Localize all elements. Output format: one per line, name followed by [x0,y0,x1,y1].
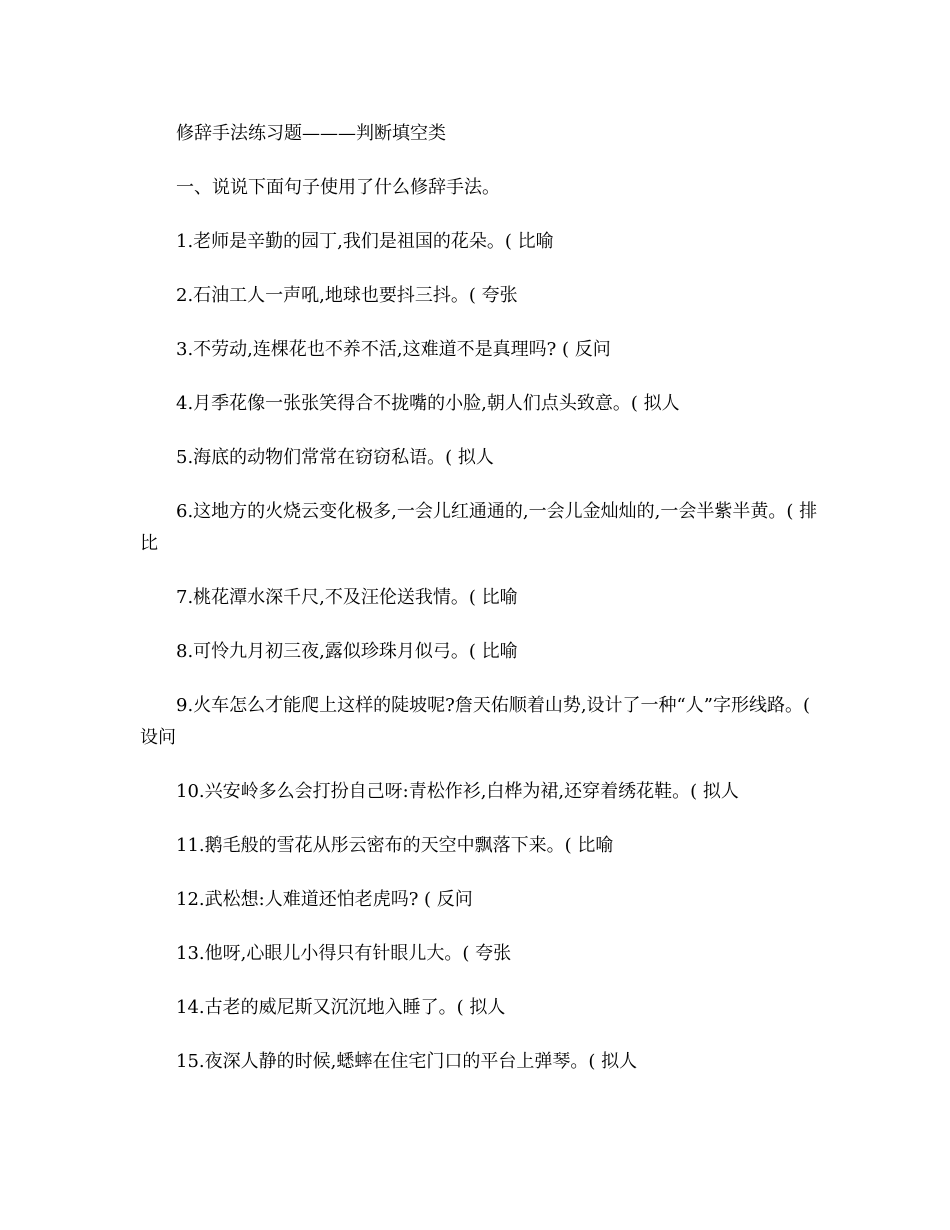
document-body [140,118,820,1100]
exercise-item-12: 12.武松想:人难道还怕老虎吗? ( 反问 [176,889,473,910]
exercise-item-3: 3.不劳动,连棵花也不养不活,这难道不是真理吗? ( 反问 [176,339,611,360]
document-title: 修辞手法练习题———判断填空类 [176,123,446,144]
exercise-item-9: 9.火车怎么才能爬上这样的陡坡呢?詹天佑顺着山势,设计了一种“人”字形线路。( 设问 [140,695,810,748]
exercise-item-15: 15.夜深人静的时候,蟋蟀在住宅门口的平台上弹琴。( 拟人 [176,1051,638,1072]
exercise-item-2: 2.石油工人一声吼,地球也要抖三抖。( 夸张 [176,285,518,306]
section-heading: 一、说说下面句子使用了什么修辞手法。 [176,177,500,198]
exercise-item-4: 4.月季花像一张张笑得合不拢嘴的小脸,朝人们点头致意。( 拟人 [176,393,680,414]
exercise-item-14: 14.古老的威尼斯又沉沉地入睡了。( 拟人 [176,997,506,1018]
exercise-item-10: 10.兴安岭多么会打扮自己呀:青松作衫,白桦为裙,还穿着绣花鞋。( 拟人 [176,781,739,802]
exercise-item-1: 1.老师是辛勤的园丁,我们是祖国的花朵。( 比喻 [176,231,554,252]
exercise-item-13: 13.他呀,心眼儿小得只有针眼儿大。( 夸张 [176,943,512,964]
exercise-item-5: 5.海底的动物们常常在窃窃私语。( 拟人 [176,447,494,468]
exercise-item-6: 6.这地方的火烧云变化极多,一会儿红通通的,一会儿金灿灿的,一会半紫半黄。( 排比 [140,501,818,554]
exercise-item-7: 7.桃花潭水深千尺,不及汪伦送我情。( 比喻 [176,587,518,608]
exercise-item-8: 8.可怜九月初三夜,露似珍珠月似弓。( 比喻 [176,641,518,662]
exercise-item-11: 11.鹅毛般的雪花从彤云密布的天空中飘落下来。( 比喻 [176,835,614,856]
